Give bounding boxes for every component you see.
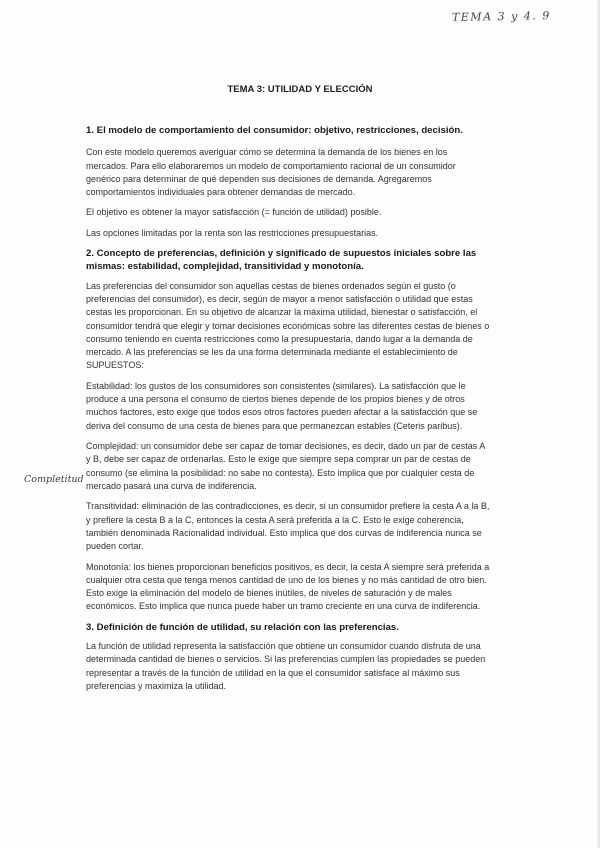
handwritten-note-top: TEMA 3 y 4. 9 bbox=[451, 9, 551, 24]
handwritten-margin-note: Completitud bbox=[24, 474, 84, 485]
page-title: TEMA 3: UTILIDAD Y ELECCIÓN bbox=[227, 84, 373, 95]
section-1-paragraph: Con este modelo queremos averiguar cómo se determina la demanda de los bienes en los mercados. Para ello elaboraremos un modelo de comportamiento racional de un consumidor genérico para determinar de qué dependen sus decisiones de demanda. Agregaremos comportamientos individuales para obtener demandas de mercado. bbox=[86, 147, 456, 198]
section-2 bbox=[86, 247, 490, 614]
monotony-paragraph: Monotonía: los bienes proporcionan beneficios positivos, es decir, la cesta A siempre será preferida a cualquier otra cesta que tenga menos cantidad de uno de los bienes y no más cantidad de otro bien. Esto exige la eliminación del modelo de bienes inútiles, de niveles de saturación y de males económicos. Esto implica que nunca puede haber un tramo creciente en una curva de indiferencia. bbox=[86, 561, 490, 612]
section-1-heading: 1. El modelo de comportamiento del consumidor: objetivo, restricciones, decisión. bbox=[86, 125, 463, 136]
section-2-heading: 2. Concepto de preferencias, definición y significado de supuestos iniciales sobre las mismas: estabilidad, complejidad, transitividad y monotonía. bbox=[86, 248, 477, 273]
section-3-heading: 3. Definición de función de utilidad, su relación con las preferencias. bbox=[86, 621, 399, 633]
complexity-paragraph: Complejidad: un consumidor debe ser capaz de tomar decisiones, es decir, dado un par de cestas A y B, debe ser capaz de ordenarlas. Esto le exige que siempre sepa comprar un par de cestas de consumo (se elimina la posibilidad: no sabe no contesta). Esto implica que por cualquier cesta de mercado pasará una curva de indiferencia. bbox=[86, 441, 485, 491]
document-body bbox=[86, 124, 490, 700]
transitivity-paragraph: Transitividad: eliminación de las contradicciones, es decir, si un consumidor prefiere la cesta A a la B, y prefiere la cesta B a la C, entonces la cesta A será preferida a la C. Esto le exige coherencia, también denominada Racionalidad individual. Esto implica que dos curvas de indiferencia nunca se pueden cortar. bbox=[86, 501, 490, 552]
section-3-paragraph: La función de utilidad representa la satisfacción que obtiene un consumidor cuando disfruta de una determinada cantidad de bienes o servicios. Si las preferencias cumplen las propiedades se pueden representar a través de la función de utilidad en la que el consumidor satisface al máximo sus preferencias y maximiza la utilidad. bbox=[86, 641, 486, 691]
section-1 bbox=[86, 124, 490, 240]
section-2-paragraph: Las preferencias del consumidor son aquellas cestas de bienes ordenados según el gusto (o preferencias del consumidor), es decir, según de mayor a menor satisfacción o utilidad que estas cestas les proporcionan. En su objetivo de alcanzar la máxima utilidad, bienestar o satisfacción, el consumidor tendrá que elegir y tomar decisiones económicas sobre las diferentes cestas de bienes o consumo teniendo en cuenta restricciones como la presupuestaria, dando lugar a la demanda de mercado. A las preferencias se les da una forma determinada mediante el establecimiento de SUPUESTOS: bbox=[86, 280, 490, 371]
section-1-paragraph: Las opciones limitadas por la renta son las restricciones presupuestarias. bbox=[86, 227, 379, 238]
section-1-paragraph: El objetivo es obtener la mayor satisfacción (= función de utilidad) posible. bbox=[86, 207, 382, 218]
stability-paragraph: Estabilidad: los gustos de los consumidores son consistentes (similares). La satisfacción que le produce a una persona el consumo de ciertos bienes depende de los propios bienes y de otros muchos factores, esto exige que todos esos otros factores pueden afectar a la satisfacción que se deriva del consumo de una cesta de bienes para que permanezcan estables (Ceteris paribus). bbox=[86, 380, 478, 431]
section-3 bbox=[86, 621, 490, 693]
